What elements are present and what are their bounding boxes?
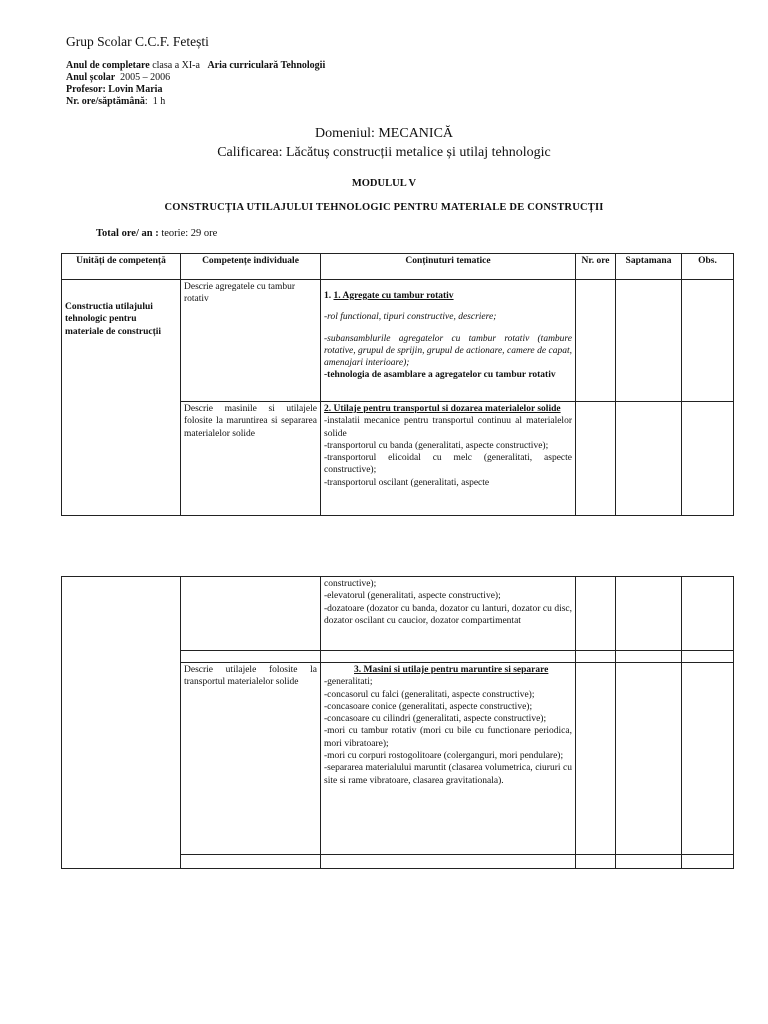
- content-cell: [321, 577, 576, 651]
- obs-cell: [682, 577, 734, 651]
- obs-cell: [682, 280, 734, 402]
- week-cell: [616, 402, 682, 516]
- meta-teacher: [66, 84, 162, 96]
- week-cell: [616, 280, 682, 402]
- domain-title: Domeniul: MECANICĂ: [314, 126, 454, 141]
- meta-label: Anul școlar: [66, 72, 116, 83]
- week-cell: [616, 855, 682, 869]
- content-line: -transportorul elicoidal cu melc (generalitati, aspecte constructive);: [324, 453, 572, 476]
- meta-area: Aria curriculară Tehnologii: [207, 60, 326, 71]
- content-line: -transportorul oscilant (generalitati, aspecte: [324, 477, 490, 488]
- competence-cell: [181, 577, 321, 651]
- header-obs: Obs.: [682, 254, 734, 280]
- obs-cell: [682, 402, 734, 516]
- header-contents: Conținuturi tematice: [321, 254, 576, 280]
- total-value: teorie: 29 ore: [161, 228, 218, 239]
- content-line: -elevatorul (generalitati, aspecte constructive);: [324, 591, 501, 602]
- content-line: -tehnologia de asamblare a agregatelor cu tambur rotativ: [324, 370, 556, 381]
- curriculum-table: [61, 253, 734, 516]
- content-line: -subansamblurile agregatelor cu tambur rotativ (tambure rotative, grupul de sprijin, grupul de actionare, camere de capat, amenajari interioare);: [324, 333, 572, 369]
- header-competences: Competențe individuale: [181, 254, 321, 280]
- content-line: -mori cu corpuri rostogolitoare (colerganguri, mori pendulare);: [324, 751, 564, 762]
- meta-label: Anul de completare: [66, 60, 150, 71]
- content-line: -mori cu tambur rotativ (mori cu bile cu functionare periodica, mori vibratoare);: [324, 726, 572, 749]
- total-label: Total ore/ an :: [96, 228, 159, 239]
- content-line: constructive);: [324, 579, 377, 589]
- hours-cell: [576, 402, 616, 516]
- meta-value: 2005 – 2006: [120, 72, 171, 83]
- content-line: -generalitati;: [324, 677, 373, 688]
- week-cell: [616, 663, 682, 855]
- week-cell: [616, 577, 682, 651]
- content-cell: [321, 651, 576, 663]
- competence-cell: [181, 855, 321, 869]
- hours-cell: [576, 577, 616, 651]
- header-week: Saptamana: [616, 254, 682, 280]
- competence-cell: Descrie utilajele folosite la transportul materialelor solide: [181, 663, 321, 855]
- content-cell: [321, 663, 576, 855]
- unit-cell: [62, 577, 181, 869]
- meta-school-year: [66, 72, 170, 84]
- hours-cell: [576, 280, 616, 402]
- meta-year: [66, 60, 325, 72]
- content-line: -separarea materialului maruntit (clasarea volumetrica, ciururi cu site si rame vibratoare, clasarea gravitationala).: [324, 763, 572, 786]
- curriculum-table-continued: [61, 576, 734, 869]
- content-line: -concasorul cu falci (generalitati, aspecte constructive);: [324, 689, 535, 700]
- content-line: -concasoare conice (generalitati, aspecte constructive);: [324, 701, 533, 712]
- content-line: -rol functional, tipuri constructive, descriere;: [324, 312, 497, 323]
- content-title: 3. Masini si utilaje pentru maruntire si separare: [354, 665, 549, 675]
- header-units: Unități de competență: [62, 254, 181, 280]
- meta-label: Profesor: Lovin Maria: [66, 84, 163, 95]
- table-row: [62, 280, 734, 402]
- qualification-title: Calificarea: Lăcătuș construcții metalice și utilaj tehnologic: [217, 145, 551, 160]
- total-hours: [96, 228, 217, 239]
- header-hours: Nr. ore: [576, 254, 616, 280]
- meta-value: clasa a XI-a: [149, 60, 200, 71]
- school-name: Grup Scolar C.C.F. Fetești: [66, 34, 209, 49]
- content-cell: 1. 1. Agregate cu tambur rotativ -rol functional, tipuri constructive, descriere; -subansamblurile agregatelor cu tambur rotativ (tambure rotative, grupul de sprijin, grupul de actionare, camere de capat, amenajari interioare); -tehnologia de asamblare a agregatelor cu tambur rotativ: [321, 280, 576, 402]
- module-title: CONSTRUCȚIA UTILAJULUI TEHNOLOGIC PENTRU MATERIALE DE CONSTRUCȚII: [164, 202, 604, 213]
- table-header-row: [62, 254, 734, 280]
- content-line: -transportorul cu banda (generalitati, aspecte constructive);: [324, 440, 549, 451]
- content-line: -concasoare cu cilindri (generalitati, aspecte constructive);: [324, 714, 547, 725]
- hours-cell: [576, 663, 616, 855]
- obs-cell: [682, 663, 734, 855]
- competence-cell: Descrie masinile si utilajele folosite la maruntirea si separarea materialelor solide: [181, 402, 321, 516]
- content-title: 2. Utilaje pentru transportul si dozarea materialelor solide: [324, 404, 561, 414]
- meta-value: 1 h: [152, 96, 166, 107]
- hours-cell: [576, 855, 616, 869]
- competence-cell: Descrie agregatele cu tambur rotativ: [181, 280, 321, 402]
- content-cell: [321, 855, 576, 869]
- competence-cell: [181, 651, 321, 663]
- obs-cell: [682, 651, 734, 663]
- table-row: [62, 577, 734, 651]
- obs-cell: [682, 855, 734, 869]
- meta-hours: Nr. ore/săptămână: 1 h: [66, 96, 166, 107]
- content-line: -dozatoare (dozator cu banda, dozator cu lanturi, dozator cu disc, dozator oscilant cu caucior, dozator compartimentat: [324, 603, 572, 626]
- unit-cell: [62, 280, 181, 516]
- content-cell: [321, 402, 576, 516]
- content-title: 1. Agregate cu tambur rotativ: [333, 291, 454, 301]
- week-cell: [616, 651, 682, 663]
- unit-label: Constructia utilajului tehnologic pentru materiale de construcții: [65, 302, 162, 337]
- module-number: MODULUL V: [351, 178, 417, 189]
- content-line: -instalatii mecanice pentru transportul continuu al materialelor solide: [324, 416, 572, 439]
- hours-cell: [576, 651, 616, 663]
- meta-label: Nr. ore/săptămână: [66, 96, 145, 107]
